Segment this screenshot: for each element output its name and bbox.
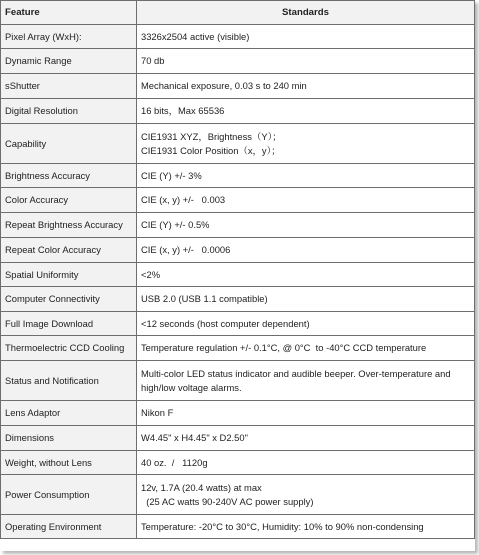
standard-cell xyxy=(137,164,475,188)
standard-line: 16 bits，Max 65536 xyxy=(141,105,225,116)
table-row xyxy=(1,312,475,336)
table-row xyxy=(1,475,475,515)
table-header-row xyxy=(1,1,475,25)
feature-cell: Weight, without Lens xyxy=(1,451,137,475)
standard-line: USB 2.0 (USB 1.1 compatible) xyxy=(141,293,268,304)
standard-line: Multi-color LED status indicator and audible beeper. Over-temperature and xyxy=(141,367,451,379)
standard-line: CIE (x, y) +/- 0.003 xyxy=(141,194,226,205)
table-row xyxy=(1,74,475,99)
table-row xyxy=(1,238,475,263)
standard-line: high/low voltage alarms. xyxy=(141,381,242,393)
standard-cell xyxy=(137,99,475,124)
standard-line: <2% xyxy=(141,268,161,280)
standard-line: 3326x2504 active (visible) xyxy=(141,30,250,42)
standard-cell xyxy=(137,426,475,451)
standard-cell xyxy=(137,361,475,401)
feature-cell: Computer Connectivity xyxy=(1,287,137,312)
feature-cell: Lens Adaptor xyxy=(1,401,137,426)
standard-line: Temperature: -20°C to 30°C, Humidity: 10% to 90% non-condensing xyxy=(141,520,424,532)
standard-line: Mechanical exposure, 0.03 s to 240 min xyxy=(141,80,307,91)
standard-cell xyxy=(137,287,475,312)
feature-cell: Full Image Download xyxy=(1,312,137,336)
table-row xyxy=(1,401,475,426)
standard-line: (25 AC watts 90-240V AC power supply) xyxy=(141,495,314,507)
feature-cell: Dynamic Range xyxy=(1,49,137,74)
standard-cell xyxy=(137,312,475,336)
table-row xyxy=(1,124,475,164)
feature-cell: Status and Notification xyxy=(1,361,137,401)
table-row xyxy=(1,188,475,213)
standard-cell xyxy=(137,124,475,164)
standard-cell xyxy=(137,451,475,475)
standard-cell xyxy=(137,74,475,99)
table-row xyxy=(1,361,475,401)
feature-cell: Repeat Brightness Accuracy xyxy=(1,213,137,238)
feature-cell: Digital Resolution xyxy=(1,99,137,124)
feature-cell: Operating Environment xyxy=(1,515,137,539)
table-row xyxy=(1,336,475,361)
standard-line: CIE (Y) +/- 3% xyxy=(141,169,202,181)
standard-line: <12 seconds (host computer dependent) xyxy=(141,317,310,329)
feature-cell: Repeat Color Accuracy xyxy=(1,238,137,263)
standard-line: 70 db xyxy=(141,55,165,66)
standard-line: W4.45" x H4.45" x D2.50" xyxy=(141,432,248,443)
feature-cell: Color Accuracy xyxy=(1,188,137,213)
standard-line: 12v, 1.7A (20.4 watts) at max xyxy=(141,481,262,493)
feature-cell: Capability xyxy=(1,124,137,164)
feature-cell: Pixel Array (WxH): xyxy=(1,25,137,49)
standard-cell xyxy=(137,515,475,539)
standard-cell xyxy=(137,336,475,361)
table-row xyxy=(1,25,475,49)
standard-line: 40 oz. / 1120g xyxy=(141,456,208,468)
table-row xyxy=(1,515,475,539)
standard-cell xyxy=(137,49,475,74)
table-row xyxy=(1,213,475,238)
standard-line: Temperature regulation +/- 0.1°C, @ 0°C to -40°C CCD temperature xyxy=(141,342,427,353)
standard-cell xyxy=(137,475,475,515)
standard-cell xyxy=(137,213,475,238)
feature-cell: Dimensions xyxy=(1,426,137,451)
feature-cell: Thermoelectric CCD Cooling xyxy=(1,336,137,361)
table-row xyxy=(1,164,475,188)
standard-line: CIE1931 XYZ，Brightness（Y）； xyxy=(141,130,282,142)
table-row xyxy=(1,287,475,312)
table-row xyxy=(1,426,475,451)
standard-cell xyxy=(137,238,475,263)
table-row xyxy=(1,451,475,475)
standard-cell xyxy=(137,25,475,49)
standards-column-header: Standards xyxy=(137,1,475,25)
standard-line: CIE1931 Color Position（x，y）； xyxy=(141,144,281,156)
standard-cell xyxy=(137,263,475,287)
feature-cell: Spatial Uniformity xyxy=(1,263,137,287)
standard-line: CIE (Y) +/- 0.5% xyxy=(141,219,210,230)
table-row xyxy=(1,49,475,74)
feature-cell: Power Consumption xyxy=(1,475,137,515)
table-row xyxy=(1,263,475,287)
feature-cell: Brightness Accuracy xyxy=(1,164,137,188)
table-row xyxy=(1,99,475,124)
standard-cell xyxy=(137,401,475,426)
standard-cell xyxy=(137,188,475,213)
feature-cell: sShutter xyxy=(1,74,137,99)
standard-line: Nikon F xyxy=(141,407,174,418)
standard-line: CIE (x, y) +/- 0.0006 xyxy=(141,244,231,255)
feature-column-header: Feature xyxy=(1,1,137,25)
